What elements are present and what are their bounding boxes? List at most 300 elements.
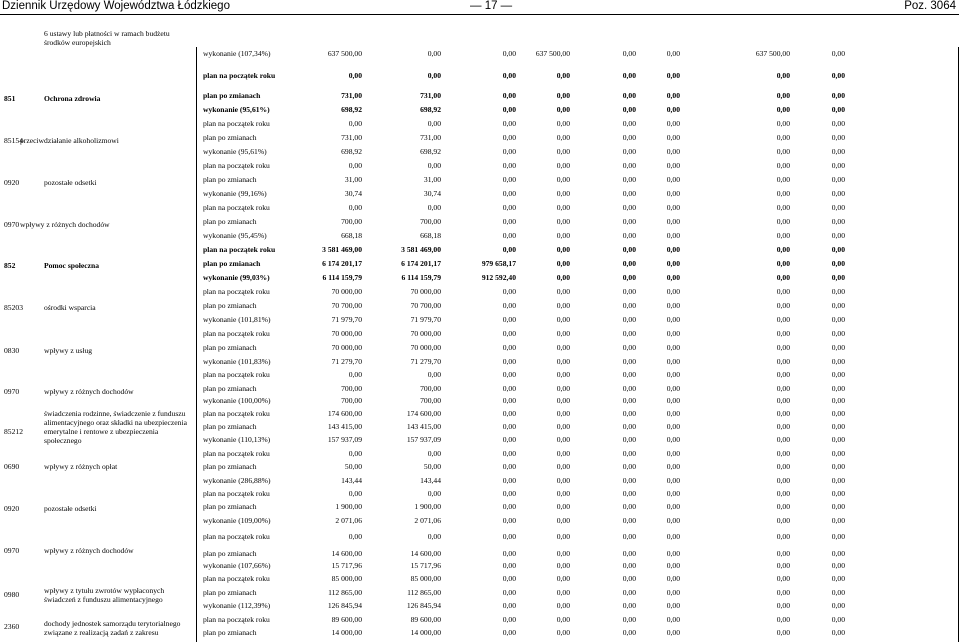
cell-value: 0,00 (622, 357, 636, 366)
cell-value: 0,00 (556, 601, 570, 610)
cell-value: 0,00 (831, 105, 845, 114)
row-label: plan po zmianach (203, 133, 257, 142)
cell-value: 6 174 201,17 (401, 259, 441, 268)
row-label: wykonanie (101,83%) (203, 357, 271, 366)
cell-value: 0,00 (666, 203, 680, 212)
cell-value: 0,00 (622, 422, 636, 431)
cell-value: 637 500,00 (535, 49, 570, 58)
cell-value: 0,00 (427, 532, 441, 541)
cell-value: 174 600,00 (327, 409, 362, 418)
cell-value: 0,00 (666, 384, 680, 393)
cell-value: 0,00 (666, 343, 680, 352)
cell-value: 0,00 (666, 601, 680, 610)
section-name: wpływy z tytułu zwrotów wypłaconych świadczeń z funduszu alimentacyjnego (44, 586, 165, 604)
cell-value: 0,00 (776, 462, 790, 471)
cell-value: 0,00 (502, 384, 516, 393)
section-code: 0970 (4, 546, 20, 555)
row-label: plan na początek roku (203, 203, 270, 212)
cell-value: 6 114 159,79 (401, 273, 441, 282)
cell-value: 731,00 (420, 91, 441, 100)
cell-value: 0,00 (776, 502, 790, 511)
cell-value: 0,00 (831, 119, 845, 128)
cell-value: 0,00 (622, 329, 636, 338)
cell-value: 0,00 (556, 549, 570, 558)
section-code: 0980 (4, 590, 20, 599)
section-code: 0830 (4, 346, 20, 355)
section-code: 852 (4, 261, 16, 270)
cell-value: 0,00 (502, 409, 516, 418)
cell-value: 700,00 (341, 217, 362, 226)
cell-value: 0,00 (776, 449, 790, 458)
table-row (0, 448, 959, 460)
cell-value: 0,00 (502, 574, 516, 583)
section-name: wpływy z różnych dochodów (44, 546, 134, 555)
cell-value: 0,00 (831, 189, 845, 198)
table-row (0, 434, 959, 446)
cell-value: 0,00 (666, 49, 680, 58)
cell-value: 3 581 469,00 (401, 245, 441, 254)
cell-value: 71 279,70 (410, 357, 441, 366)
table-row (0, 118, 959, 130)
cell-value: 0,00 (666, 502, 680, 511)
cell-value: 0,00 (666, 217, 680, 226)
cell-value: 0,00 (831, 516, 845, 525)
cell-value: 0,00 (666, 357, 680, 366)
cell-value: 31,00 (423, 175, 441, 184)
cell-value: 0,00 (666, 329, 680, 338)
cell-value: 0,00 (502, 203, 516, 212)
cell-value: 0,00 (622, 203, 636, 212)
section-name: wpływy z różnych opłat (44, 462, 118, 471)
cell-value: 0,00 (666, 489, 680, 498)
cell-value: 3 581 469,00 (322, 245, 362, 254)
cell-value: 0,00 (556, 161, 570, 170)
section-code: 2360 (4, 622, 20, 631)
cell-value: 15 717,96 (331, 561, 362, 570)
row-label: plan na początek roku (203, 71, 276, 80)
cell-value: 0,00 (622, 370, 636, 379)
cell-value: 0,00 (666, 175, 680, 184)
cell-value: 30,74 (344, 189, 362, 198)
cell-value: 0,00 (622, 588, 636, 597)
cell-value: 0,00 (502, 105, 516, 114)
cell-value: 0,00 (776, 601, 790, 610)
cell-value: 89 600,00 (410, 615, 441, 624)
section-code: 85203 (4, 303, 23, 312)
cell-value: 0,00 (502, 161, 516, 170)
cell-value: 0,00 (831, 147, 845, 156)
cell-value: 0,00 (622, 628, 636, 637)
row-label: plan po zmianach (203, 549, 257, 558)
row-label: plan po zmianach (203, 502, 257, 511)
row-label: plan po zmianach (203, 343, 257, 352)
cell-value: 0,00 (831, 245, 845, 254)
row-label: plan na początek roku (203, 161, 270, 170)
cell-value: 0,00 (502, 71, 516, 80)
cell-value: 0,00 (556, 532, 570, 541)
row-label: plan na początek roku (203, 245, 276, 254)
section-name: wpływy z usług (44, 346, 93, 355)
cell-value: 0,00 (776, 217, 790, 226)
cell-value: 0,00 (622, 502, 636, 511)
cell-value: 2 071,06 (414, 516, 441, 525)
cell-value: 0,00 (427, 449, 441, 458)
section-name: wpływy z różnych dochodów (44, 387, 134, 396)
cell-value: 700,00 (341, 384, 362, 393)
cell-value: 0,00 (556, 462, 570, 471)
cell-value: 0,00 (776, 133, 790, 142)
cell-value: 0,00 (556, 175, 570, 184)
cell-value: 0,00 (776, 161, 790, 170)
cell-value: 0,00 (666, 628, 680, 637)
section-code: 851 (4, 94, 16, 103)
row-label: plan po zmianach (203, 175, 257, 184)
cell-value: 0,00 (831, 287, 845, 296)
cell-value: 30,74 (423, 189, 441, 198)
cell-value: 0,00 (556, 231, 570, 240)
cell-value: 0,00 (666, 105, 680, 114)
cell-value: 0,00 (622, 384, 636, 393)
section-name: świadczenia rodzinne, świadczenie z funduszu alimentacyjnego oraz składki na ubezpieczenia emerytalne i rentowe z ubezpieczenia społecznego (44, 409, 187, 445)
cell-value: 0,00 (831, 561, 845, 570)
cell-value: 0,00 (622, 217, 636, 226)
cell-value: 0,00 (831, 462, 845, 471)
cell-value: 0,00 (666, 259, 680, 268)
cell-value: 0,00 (502, 91, 516, 100)
cell-value: 70 000,00 (410, 329, 441, 338)
row-label: wykonanie (95,61%) (203, 105, 270, 114)
row-label: plan po zmianach (203, 422, 257, 431)
cell-value: 0,00 (556, 561, 570, 570)
cell-value: 0,00 (622, 561, 636, 570)
cell-value: 0,00 (776, 628, 790, 637)
cell-value: 0,00 (622, 105, 636, 114)
cell-value: 71 979,70 (331, 315, 362, 324)
cell-value: 0,00 (556, 301, 570, 310)
cell-value: 0,00 (556, 357, 570, 366)
table-row (0, 587, 959, 599)
cell-value: 0,00 (622, 91, 636, 100)
cell-value: 0,00 (556, 189, 570, 198)
cell-value: 0,00 (502, 476, 516, 485)
cell-value: 0,00 (831, 549, 845, 558)
cell-value: 0,00 (831, 273, 845, 282)
cell-value: 0,00 (622, 147, 636, 156)
section-code: 0920 (4, 504, 20, 513)
cell-value: 0,00 (556, 516, 570, 525)
table-row (0, 104, 959, 116)
cell-value: 668,18 (341, 231, 362, 240)
cell-value: 731,00 (420, 133, 441, 142)
cell-value: 0,00 (776, 273, 790, 282)
row-label: wykonanie (110,13%) (203, 435, 271, 444)
cell-value: 0,00 (348, 370, 362, 379)
cell-value: 50,00 (423, 462, 441, 471)
cell-value: 0,00 (556, 489, 570, 498)
cell-value: 0,00 (427, 161, 441, 170)
table-row (0, 202, 959, 214)
cell-value: 15 717,96 (410, 561, 441, 570)
cell-value: 0,00 (556, 409, 570, 418)
cell-value: 0,00 (831, 574, 845, 583)
row-label: wykonanie (100,00%) (203, 396, 271, 405)
cell-value: 0,00 (831, 217, 845, 226)
top-section-name: 6 ustawy lub płatności w ramach budżetu środków europejskich (44, 29, 170, 47)
cell-value: 0,00 (776, 574, 790, 583)
table-row (0, 614, 959, 626)
cell-value: 0,00 (622, 133, 636, 142)
cell-value: 0,00 (776, 231, 790, 240)
cell-value: 0,00 (622, 516, 636, 525)
cell-value: 0,00 (427, 119, 441, 128)
cell-value: 0,00 (831, 91, 845, 100)
cell-value: 0,00 (502, 549, 516, 558)
cell-value: 0,00 (666, 574, 680, 583)
cell-value: 0,00 (776, 119, 790, 128)
cell-value: 0,00 (502, 343, 516, 352)
section-code: 85212 (4, 427, 23, 436)
row-label: wykonanie (95,61%) (203, 147, 267, 156)
cell-value: 637 500,00 (755, 49, 790, 58)
cell-value: 0,00 (556, 133, 570, 142)
row-label: wykonanie (112,39%) (203, 601, 271, 610)
cell-value: 0,00 (666, 435, 680, 444)
table-row (0, 461, 959, 473)
cell-value: 0,00 (666, 396, 680, 405)
cell-value: 0,00 (622, 615, 636, 624)
journal-title: Dziennik Urzędowy Województwa Łódzkiego (2, 0, 230, 12)
cell-value: 0,00 (622, 449, 636, 458)
row-label: wykonanie (286,88%) (203, 476, 271, 485)
cell-value: 0,00 (666, 119, 680, 128)
table-row (0, 48, 959, 60)
cell-value: 0,00 (556, 502, 570, 511)
cell-value: 70 700,00 (331, 301, 362, 310)
cell-value: 0,00 (556, 615, 570, 624)
cell-value: 698,92 (341, 105, 362, 114)
cell-value: 0,00 (556, 203, 570, 212)
cell-value: 0,00 (427, 71, 441, 80)
cell-value: 112 865,00 (328, 588, 362, 597)
row-label: plan po zmianach (203, 301, 257, 310)
cell-value: 157 937,09 (406, 435, 441, 444)
cell-value: 0,00 (831, 71, 845, 80)
cell-value: 0,00 (666, 532, 680, 541)
cell-value: 0,00 (502, 489, 516, 498)
cell-value: 0,00 (666, 273, 680, 282)
cell-value: 0,00 (776, 259, 790, 268)
cell-value: 0,00 (502, 615, 516, 624)
cell-value: 31,00 (344, 175, 362, 184)
cell-value: 0,00 (556, 449, 570, 458)
table-row (0, 531, 959, 543)
cell-value: 698,92 (420, 147, 441, 156)
table-row (0, 383, 959, 395)
row-label: wykonanie (95,45%) (203, 231, 267, 240)
cell-value: 0,00 (502, 502, 516, 511)
cell-value: 0,00 (831, 449, 845, 458)
cell-value: 143,44 (341, 476, 362, 485)
row-label: plan na początek roku (203, 119, 270, 128)
section-name: Pomoc społeczna (44, 261, 100, 270)
cell-value: 0,00 (831, 435, 845, 444)
cell-value: 112 865,00 (407, 588, 441, 597)
cell-value: 0,00 (776, 489, 790, 498)
table-row (0, 286, 959, 298)
cell-value: 143 415,00 (327, 422, 362, 431)
cell-value: 0,00 (502, 245, 516, 254)
cell-value: 0,00 (622, 49, 636, 58)
cell-value: 0,00 (666, 245, 680, 254)
cell-value: 0,00 (831, 161, 845, 170)
cell-value: 0,00 (831, 615, 845, 624)
cell-value: 0,00 (502, 628, 516, 637)
table-row (0, 475, 959, 487)
cell-value: 0,00 (622, 301, 636, 310)
page-number: — 17 — (470, 0, 513, 12)
table-row (0, 573, 959, 585)
section-name: dochody jednostek samorządu terytorialnego związane z realizacją zadań z zakresu (44, 619, 181, 637)
row-label: plan na początek roku (203, 574, 270, 583)
cell-value: 698,92 (341, 147, 362, 156)
row-label: wykonanie (99,16%) (203, 189, 267, 198)
table-row (0, 146, 959, 158)
cell-value: 731,00 (341, 133, 362, 142)
cell-value: 0,00 (666, 476, 680, 485)
cell-value: 14 000,00 (331, 628, 362, 637)
cell-value: 0,00 (556, 91, 570, 100)
cell-value: 85 000,00 (331, 574, 362, 583)
cell-value: 0,00 (831, 133, 845, 142)
cell-value: 731,00 (341, 91, 362, 100)
table-row (0, 258, 959, 270)
cell-value: 0,00 (622, 343, 636, 352)
table-row (0, 90, 959, 102)
cell-value: 0,00 (666, 449, 680, 458)
table-row (0, 600, 959, 612)
cell-value: 0,00 (831, 357, 845, 366)
cell-value: 0,00 (502, 357, 516, 366)
cell-value: 0,00 (776, 105, 790, 114)
cell-value: 0,00 (776, 561, 790, 570)
cell-value: 0,00 (556, 259, 570, 268)
cell-value: 0,00 (556, 435, 570, 444)
table-row (0, 501, 959, 513)
cell-value: 0,00 (622, 489, 636, 498)
row-label: wykonanie (99,03%) (203, 273, 270, 282)
cell-value: 700,00 (420, 217, 441, 226)
section-name: pozostałe odsetki (44, 504, 97, 513)
cell-value: 0,00 (831, 489, 845, 498)
cell-value: 700,00 (420, 396, 441, 405)
cell-value: 0,00 (427, 489, 441, 498)
section-name: ośrodki wsparcia (44, 303, 96, 312)
cell-value: 0,00 (776, 615, 790, 624)
section-code: 0970 (4, 387, 20, 396)
cell-value: 0,00 (776, 147, 790, 156)
cell-value: 126 845,94 (327, 601, 362, 610)
table-row (0, 515, 959, 527)
cell-value: 0,00 (622, 273, 636, 282)
row-label: plan po zmianach (203, 259, 261, 268)
cell-value: 0,00 (622, 119, 636, 128)
cell-value: 0,00 (556, 343, 570, 352)
cell-value: 0,00 (622, 549, 636, 558)
cell-value: 71 979,70 (410, 315, 441, 324)
cell-value: 0,00 (776, 203, 790, 212)
cell-value: 0,00 (831, 601, 845, 610)
table-row (0, 188, 959, 200)
cell-value: 0,00 (666, 231, 680, 240)
cell-value: 0,00 (502, 119, 516, 128)
cell-value: 6 114 159,79 (322, 273, 362, 282)
cell-value: 85 000,00 (410, 574, 441, 583)
table-row (0, 342, 959, 354)
cell-value: 6 174 201,17 (322, 259, 362, 268)
cell-value: 0,00 (776, 549, 790, 558)
row-label: plan na początek roku (203, 370, 270, 379)
cell-value: 70 000,00 (410, 343, 441, 352)
cell-value: 0,00 (831, 588, 845, 597)
cell-value: 0,00 (776, 189, 790, 198)
row-label: plan na początek roku (203, 409, 270, 418)
cell-value: 0,00 (831, 532, 845, 541)
cell-value: 0,00 (831, 343, 845, 352)
cell-value: 0,00 (666, 588, 680, 597)
cell-value: 0,00 (776, 91, 790, 100)
cell-value: 0,00 (831, 49, 845, 58)
cell-value: 0,00 (622, 245, 636, 254)
cell-value: 0,00 (666, 189, 680, 198)
cell-value: 143 415,00 (406, 422, 441, 431)
table-row (0, 132, 959, 144)
cell-value: 0,00 (776, 516, 790, 525)
cell-value: 0,00 (348, 119, 362, 128)
cell-value: 700,00 (420, 384, 441, 393)
cell-value: 2 071,06 (335, 516, 362, 525)
cell-value: 0,00 (666, 287, 680, 296)
cell-value: 0,00 (776, 532, 790, 541)
row-label: wykonanie (107,66%) (203, 561, 271, 570)
cell-value: 0,00 (502, 396, 516, 405)
page-header (0, 0, 959, 14)
cell-value: 143,44 (420, 476, 441, 485)
cell-value: 0,00 (502, 175, 516, 184)
section-name: pozostałe odsetki (44, 178, 97, 187)
cell-value: 50,00 (344, 462, 362, 471)
cell-value: 0,00 (666, 147, 680, 156)
row-label: plan na początek roku (203, 287, 270, 296)
cell-value: 700,00 (341, 396, 362, 405)
row-label: plan po zmianach (203, 628, 257, 637)
cell-value: 0,00 (776, 370, 790, 379)
cell-value: 0,00 (666, 161, 680, 170)
section-name: przeciwdziałanie alkoholizmowi (20, 136, 119, 145)
row-label: plan po zmianach (203, 462, 257, 471)
cell-value: 0,00 (831, 259, 845, 268)
cell-value: 1 900,00 (414, 502, 441, 511)
cell-value: 0,00 (666, 71, 680, 80)
cell-value: 0,00 (622, 287, 636, 296)
cell-value: 0,00 (776, 315, 790, 324)
cell-value: 0,00 (776, 71, 790, 80)
row-label: plan na początek roku (203, 449, 270, 458)
cell-value: 0,00 (831, 175, 845, 184)
cell-value: 0,00 (348, 449, 362, 458)
cell-value: 0,00 (666, 516, 680, 525)
cell-value: 0,00 (502, 49, 516, 58)
section-code: 85154 (4, 136, 23, 145)
